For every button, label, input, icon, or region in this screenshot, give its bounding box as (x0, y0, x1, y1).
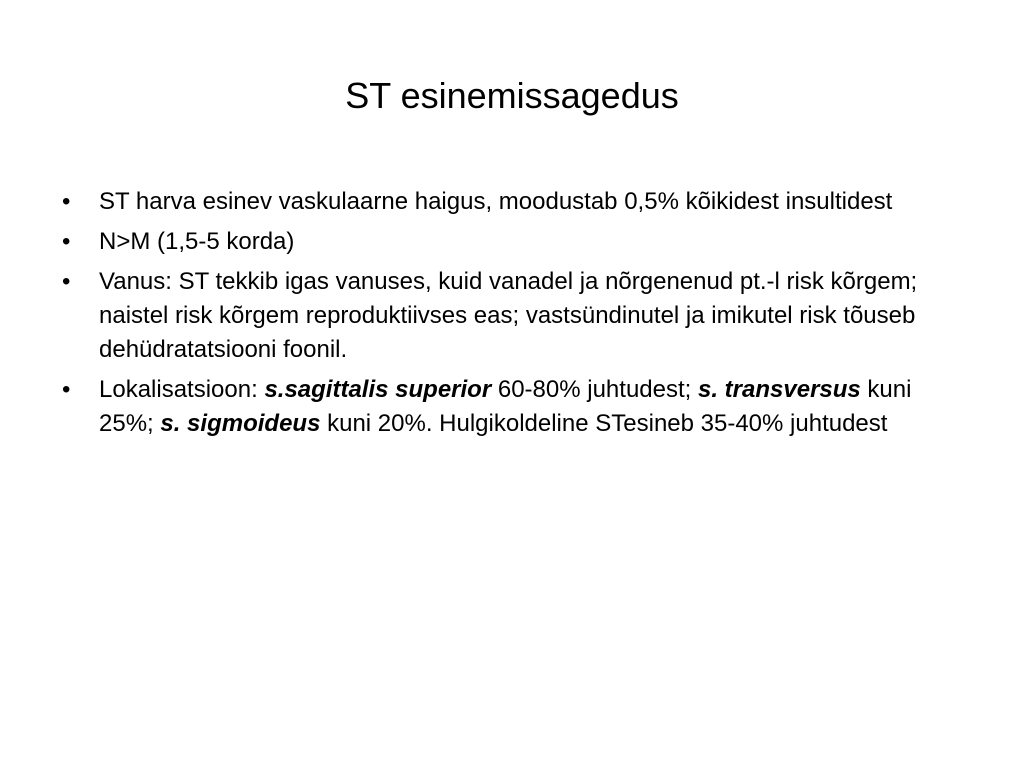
bullet-icon: • (62, 376, 71, 403)
sinus-name-sagittalis: s.sagittalis superior (264, 376, 492, 403)
bullet-text: N>M (1,5-5 korda) (99, 228, 295, 255)
bullet-text-segment: 60-80% juhtudest; (491, 376, 698, 403)
bullet-item-incidence (62, 185, 972, 219)
bullet-text (99, 376, 911, 437)
bullet-icon: • (62, 188, 71, 215)
bullet-text: Vanus: ST tekkib igas vanuses, kuid vanadel ja nõrgenenud pt.-l risk kõrgem; naistel risk kõrgem reproduktiivses eas; vastsündinutel ja imikutel risk tõuseb dehüdratatsiooni foonil. (99, 268, 918, 363)
bullet-icon: • (62, 268, 71, 295)
slide-title: ST esinemissagedus (345, 75, 679, 116)
bullet-text-segment: Lokalisatsioon: (99, 376, 265, 403)
bullet-item-age (62, 265, 972, 367)
bullet-list (62, 185, 972, 447)
sinus-name-transversus: s. transversus (698, 376, 861, 403)
sinus-name-sigmoideus: s. sigmoideus (160, 410, 321, 437)
bullet-text-segment: kuni 20%. Hulgikoldeline STesineb 35-40% juhtudest (320, 410, 888, 437)
bullet-icon: • (62, 228, 71, 255)
bullet-text: ST harva esinev vaskulaarne haigus, moodustab 0,5% kõikidest insultidest (99, 188, 893, 215)
bullet-item-localization (62, 373, 972, 441)
bullet-item-sex-ratio (62, 225, 972, 259)
bullet-text-segment: kuni 25%; (99, 376, 912, 437)
